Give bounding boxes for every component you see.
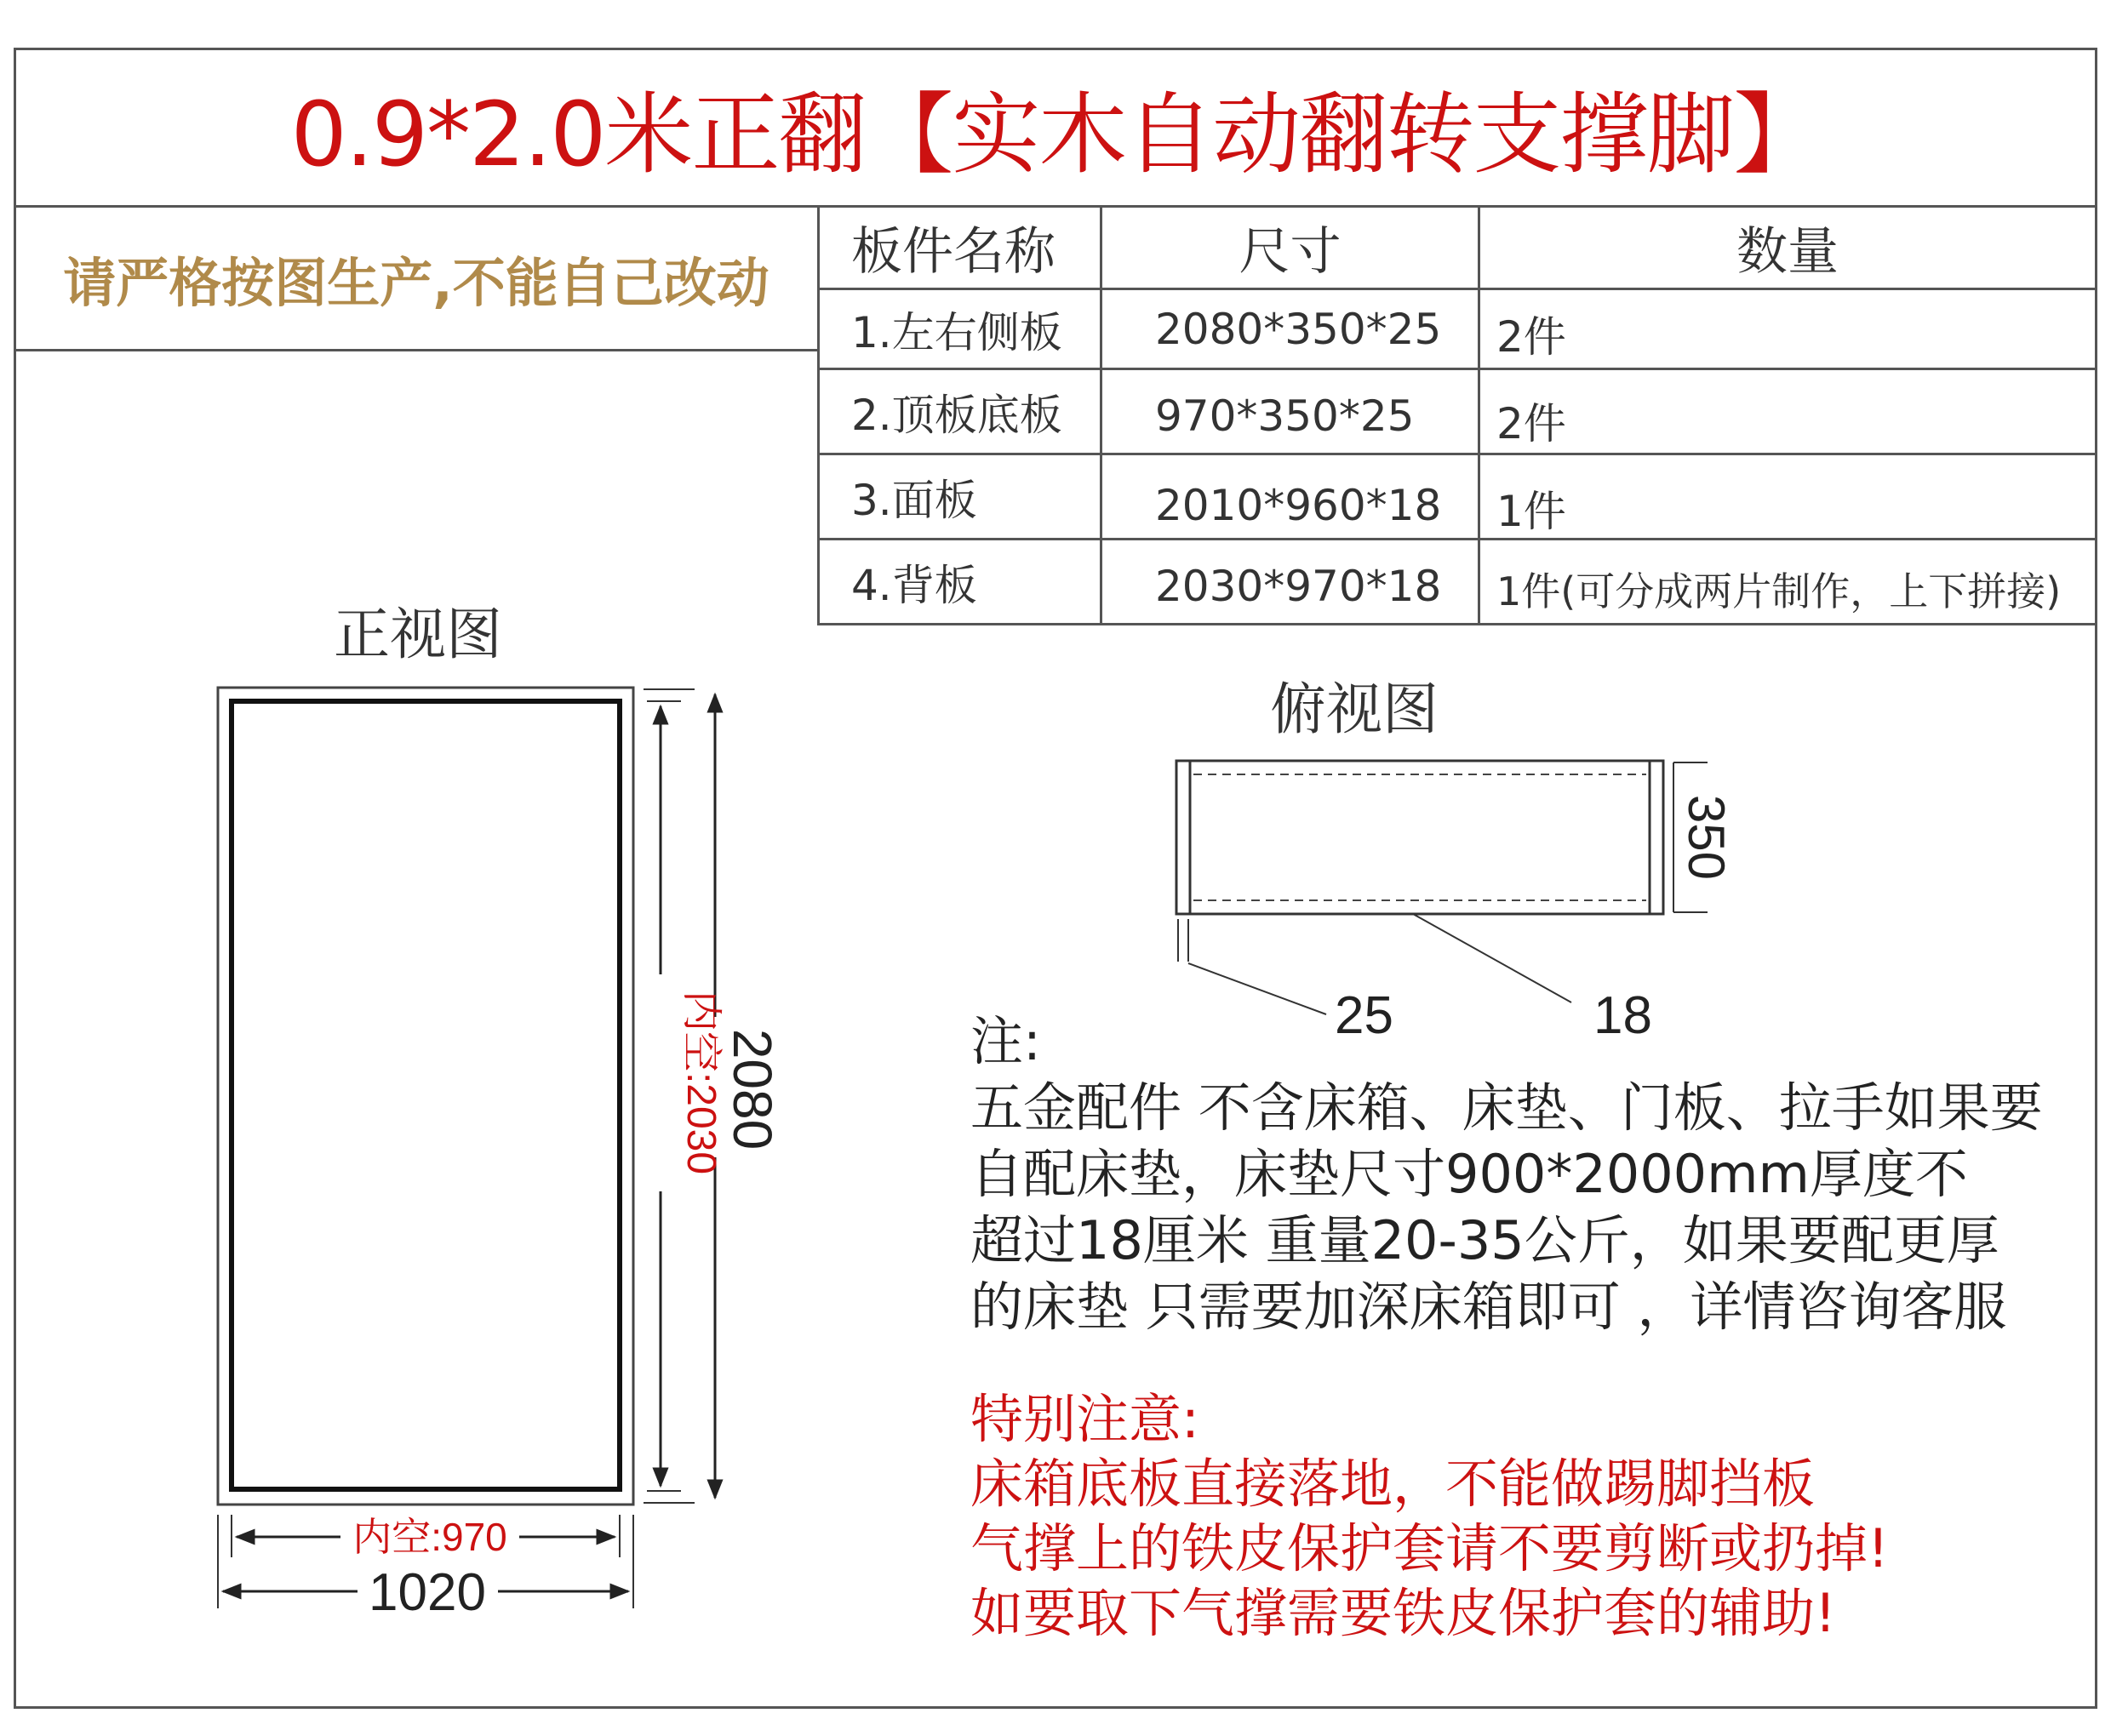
notes-label: 注: [970,1010,1041,1072]
production-warning: 请严格按图生产,不能自己改动 [63,252,769,314]
panel-thickness-label: 18 [1593,986,1652,1045]
leader-line [1188,963,1326,1014]
depth-label: 350 [1678,794,1735,881]
front-view-drawing [218,688,783,1622]
table-cell: 2030*970*18 [1155,561,1442,611]
special-notice-line: 如要取下气撑需要铁皮保护套的辅助! [970,1582,1836,1644]
leader-line [1413,914,1571,1002]
special-notice-label: 特别注意: [970,1388,1199,1450]
table-cell: 4.背板 [851,560,977,610]
table-cell: 970*350*25 [1155,391,1415,441]
notes-line: 的床垫 只需要加深床箱即可 ，详情咨询客服 [970,1276,2007,1338]
table-cell: 2010*960*18 [1155,480,1442,530]
notes-block [970,1008,2077,1340]
front-view-heading: 正视图 [334,602,502,667]
notes-line: 自配床垫，床垫尺寸900*2000mm厚度不 [970,1143,1968,1205]
special-notice-block [970,1387,2077,1646]
special-notice-line: 气撑上的铁皮保护套请不要剪断或扔掉! [970,1517,1889,1579]
inner-width-label: 内空:970 [352,1515,507,1559]
side-thickness-label: 25 [1335,986,1393,1045]
table-cell: 2080*350*25 [1155,304,1442,354]
inner-height-label: 内空:2030 [678,990,724,1175]
notes-line: 五金配件 不含床箱、床垫、门板、拉手如果要 [970,1076,2043,1139]
page-title: 0.9*2.0米正翻【实木自动翻转支撑脚】 [290,83,1821,186]
table-cell: 2.顶板底板 [851,390,1062,440]
special-notice-line: 床箱底板直接落地，不能做踢脚挡板 [970,1453,1816,1515]
outer-height-label: 2080 [722,1028,783,1151]
top-view-outline [1176,761,1663,914]
table-header: 尺寸 [1239,222,1342,282]
notes-line: 超过18厘米 重量20-35公斤，如果要配更厚 [970,1209,1999,1271]
table-cell: 2件 [1496,398,1566,448]
table-header: 数量 [1736,222,1839,282]
outer-width-label: 1020 [369,1563,486,1622]
cabinet-inner-outline [232,701,620,1489]
table-header: 板件名称 [851,222,1056,282]
top-view-heading: 俯视图 [1270,677,1439,742]
cabinet-outer-outline [218,688,633,1505]
table-cell: 1件(可分成两片制作，上下拼接) [1496,568,2062,614]
table-cell: 1.左右侧板 [851,307,1062,357]
table-cell: 3.面板 [851,475,977,525]
table-cell: 1件 [1496,486,1566,536]
top-view-drawing [1176,761,1735,1045]
table-cell: 2件 [1496,311,1566,362]
